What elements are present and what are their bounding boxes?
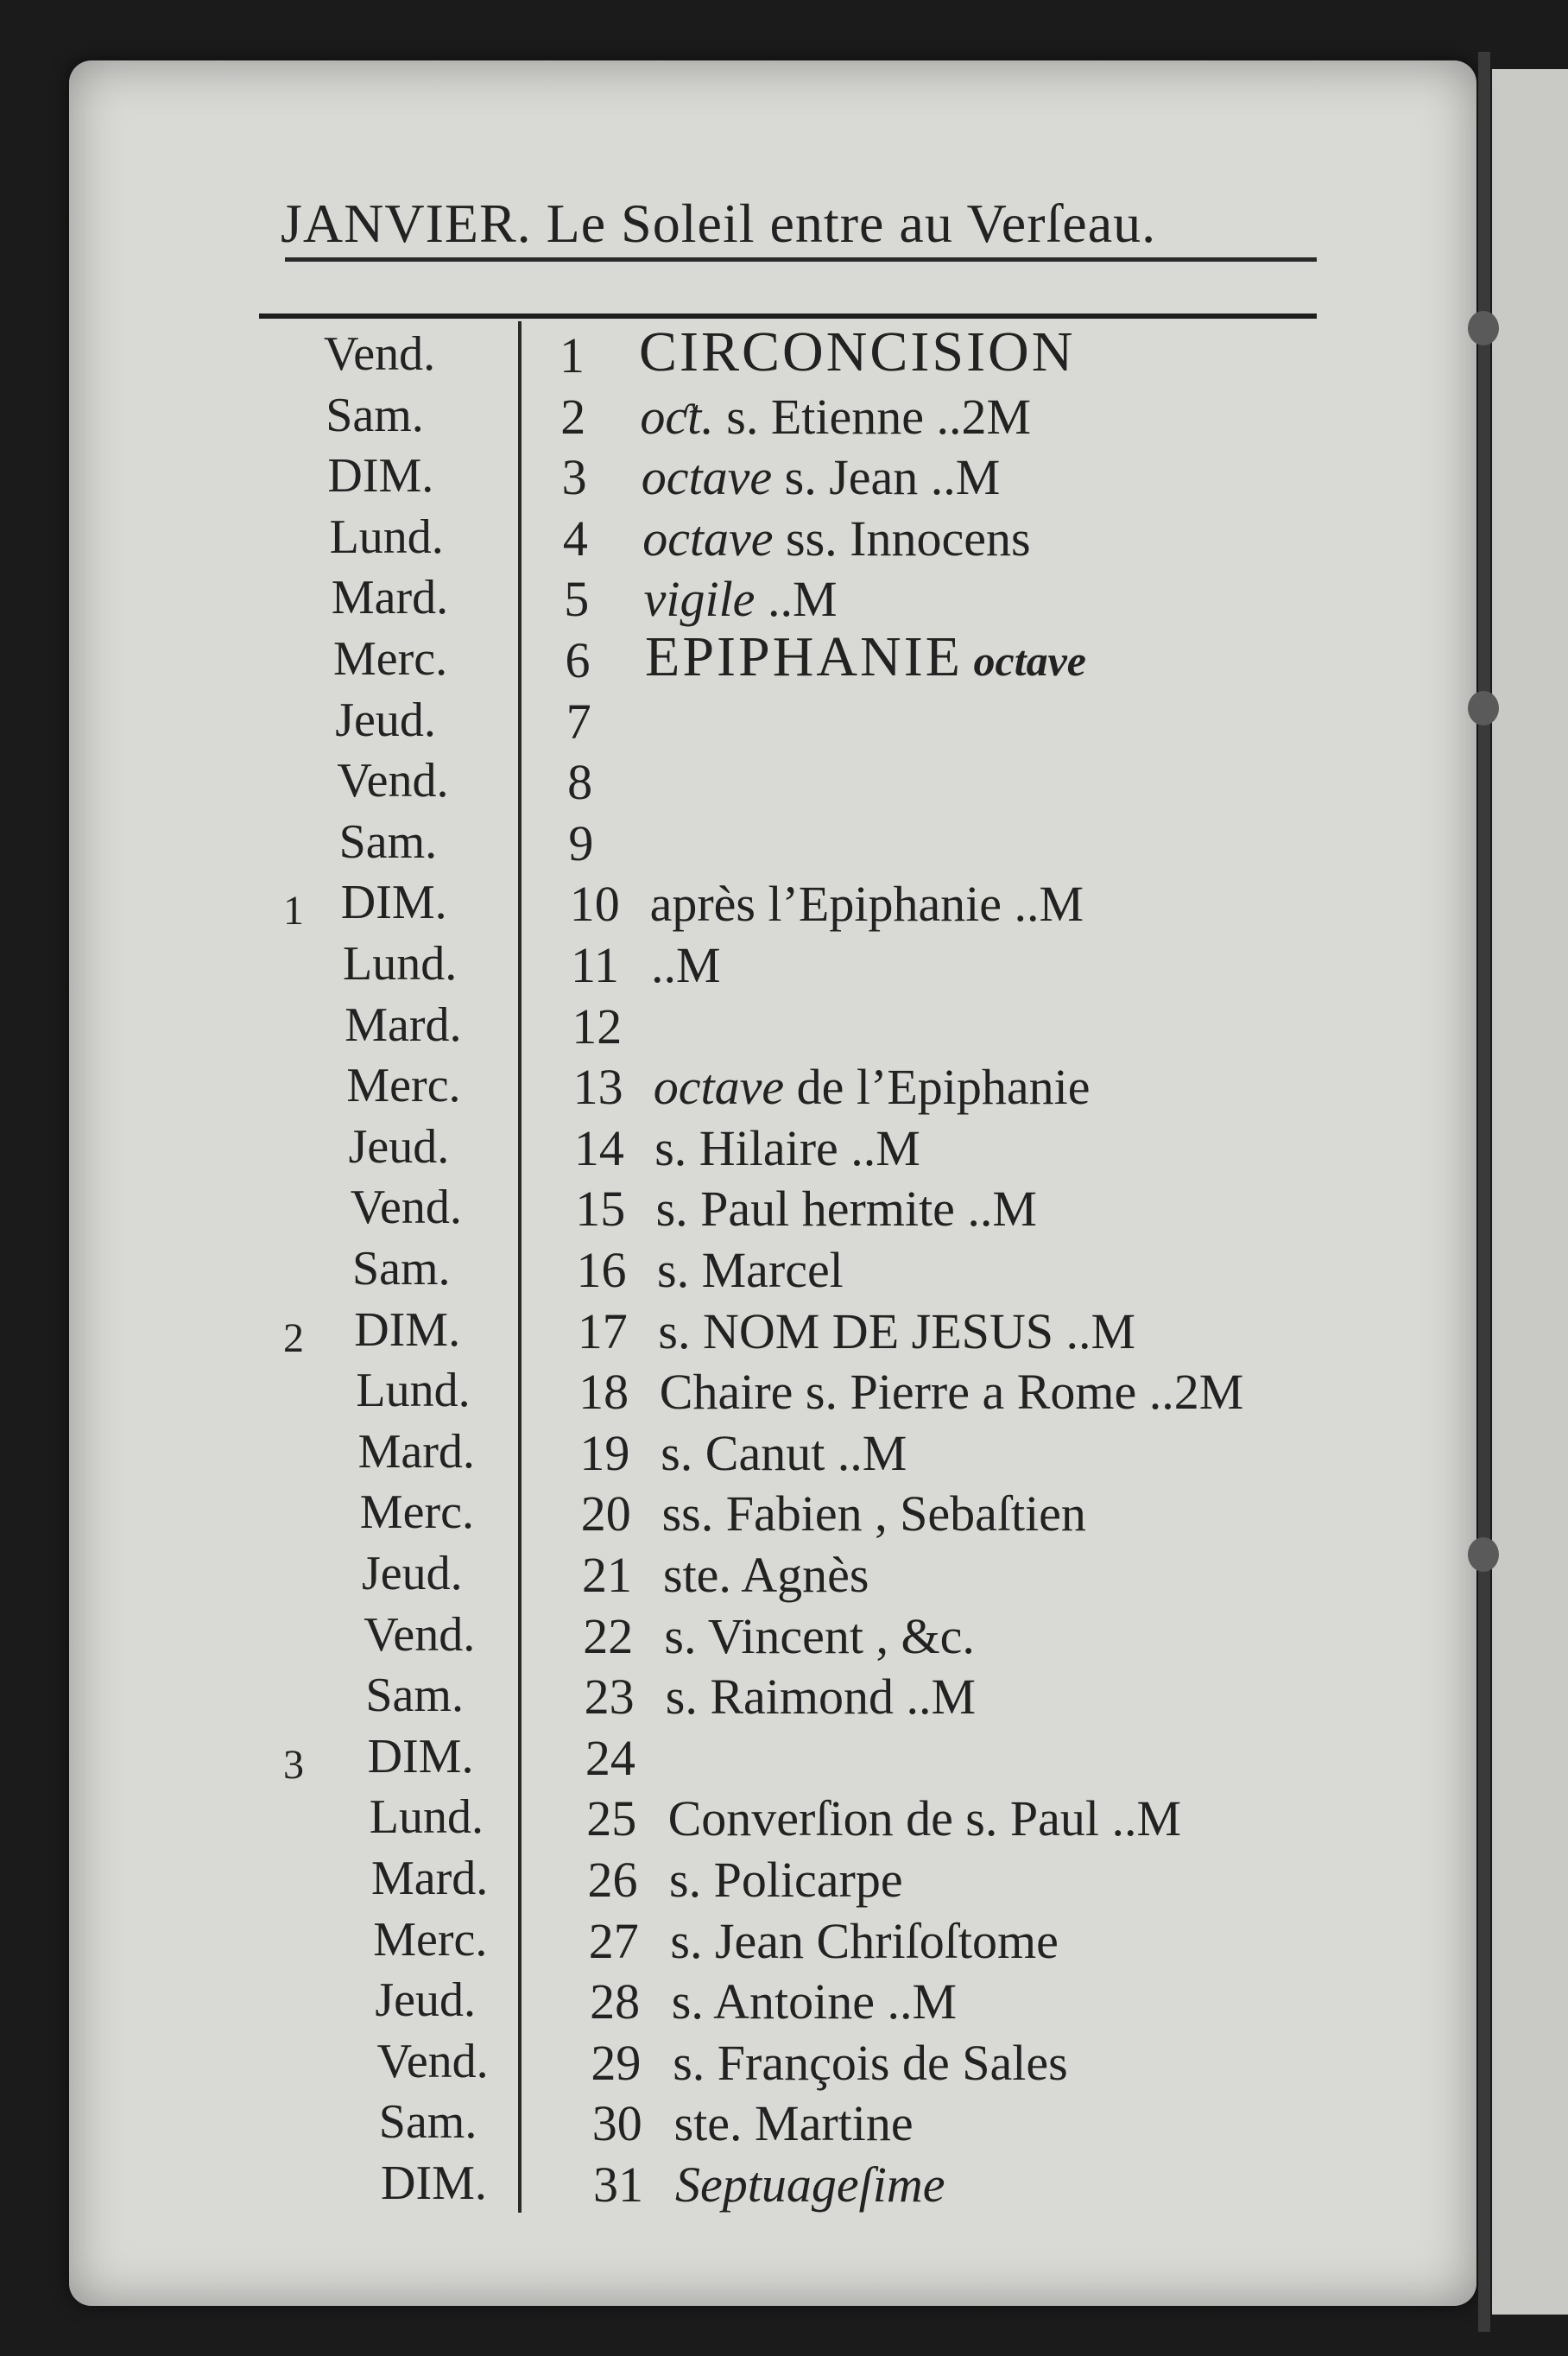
day-number: 24	[585, 1729, 635, 1786]
weekday-label: Vend.	[337, 754, 449, 808]
feast-entry	[675, 2156, 945, 2214]
feast-name: ss. Fabien , Sebaſtien	[661, 1485, 1086, 1542]
feast-name: s. Jean ..M	[772, 449, 1001, 506]
header-separator: .	[516, 193, 532, 254]
feast-name: EPIPHANIE	[645, 625, 963, 688]
day-number: 28	[590, 1973, 641, 2030]
day-number: 8	[567, 754, 593, 811]
feast-name: s. Policarpe	[669, 1852, 903, 1908]
feast-entry	[663, 1546, 869, 1604]
weekday-label: Vend.	[324, 327, 436, 381]
day-number: 13	[572, 1059, 623, 1116]
feast-entry	[674, 2094, 914, 2152]
feast-name: s. Raimond ..M	[665, 1669, 977, 1726]
week-number: 1	[283, 888, 304, 934]
book-spine	[1478, 52, 1490, 2332]
weekday-label: Vend.	[376, 2034, 489, 2088]
feast-name: s. Paul hermite ..M	[655, 1181, 1037, 1238]
day-number: 14	[573, 1119, 624, 1176]
calendar-row	[0, 1973, 1468, 2033]
feast-name: s. Marcel	[657, 1242, 844, 1298]
weekday-label: Sam.	[352, 1242, 451, 1295]
feast-name: ..M	[755, 571, 838, 628]
feast-entry	[669, 1851, 903, 1909]
feast-entry	[650, 875, 1084, 933]
day-number: 26	[587, 1852, 638, 1908]
calendar-row	[0, 1241, 1468, 1302]
feast-entry	[640, 388, 1031, 446]
calendar-row	[0, 510, 1468, 570]
weekday-label: Jeud.	[375, 1973, 477, 2028]
week-number: 2	[283, 1314, 304, 1361]
feast-name: s. François de Sales	[673, 2034, 1068, 2091]
day-number: 2	[560, 388, 586, 445]
calendar-row	[0, 1058, 1468, 1118]
feast-entry	[660, 1363, 1244, 1421]
day-number: 27	[588, 1912, 639, 1969]
calendar-row	[0, 1729, 1468, 1789]
feast-entry	[661, 1424, 907, 1482]
calendar-row	[0, 936, 1468, 997]
weekday-label: DIM.	[354, 1302, 461, 1357]
feast-name: CIRCONCISION	[639, 320, 1076, 383]
day-number: 10	[569, 876, 620, 933]
feast-name: après l’Epiphanie ..M	[649, 876, 1084, 933]
calendar-row	[0, 570, 1468, 630]
weekday-label: Merc.	[346, 1059, 461, 1113]
facing-page-edge	[1492, 69, 1568, 2315]
calendar-row	[0, 1851, 1468, 1911]
feast-name: s. Hilaire ..M	[654, 1119, 920, 1176]
calendar-row	[0, 1607, 1468, 1668]
weekday-label: Lund.	[356, 1364, 471, 1418]
feast-name: de l’Epiphanie	[784, 1059, 1091, 1116]
feast-entry	[657, 1241, 844, 1299]
feast-name: s. Etienne ..2M	[713, 388, 1032, 445]
calendar-row	[0, 1119, 1468, 1180]
calendar-row	[0, 875, 1468, 935]
day-number: 29	[591, 2034, 642, 2091]
day-number: 7	[566, 693, 591, 750]
feast-entry	[645, 624, 1086, 690]
day-number: 25	[586, 1790, 637, 1847]
feast-entry	[656, 1180, 1037, 1238]
day-number: 3	[561, 449, 587, 506]
calendar-row	[0, 693, 1468, 753]
feast-prefix: oƈt.	[640, 388, 714, 445]
feast-name: ..M	[651, 937, 721, 993]
day-number: 22	[583, 1607, 634, 1664]
feast-entry	[642, 510, 1030, 567]
feast-name: s. Jean Chriſoſtome	[670, 1912, 1059, 1969]
calendar-row	[0, 1485, 1468, 1545]
feast-prefix: octave	[642, 510, 774, 567]
day-number: 1	[560, 327, 585, 383]
day-number: 11	[571, 937, 619, 993]
feast-name: Septuageſime	[675, 2156, 945, 2213]
feast-name: s. NOM DE JESUS ..M	[658, 1302, 1136, 1359]
calendar-row	[0, 1912, 1468, 1973]
feast-prefix: vigile	[643, 571, 756, 628]
day-number: 6	[565, 632, 591, 688]
feast-entry	[658, 1302, 1135, 1360]
calendar-row	[0, 998, 1468, 1058]
calendar-row	[0, 1668, 1468, 1728]
weekday-label: Lund.	[329, 510, 444, 564]
calendar-row	[0, 1302, 1468, 1363]
calendar-row	[0, 388, 1468, 448]
binding-stitch	[1468, 691, 1499, 725]
day-number: 20	[580, 1485, 631, 1542]
feast-name: Chaire s. Pierre a Rome ..2M	[659, 1364, 1244, 1421]
day-number: 16	[576, 1242, 627, 1298]
feast-name: Converſion de s. Paul ..M	[667, 1790, 1182, 1847]
feast-entry	[644, 570, 838, 628]
feast-entry	[654, 1119, 920, 1177]
feast-entry	[664, 1607, 975, 1665]
weekday-label: Mard.	[371, 1852, 489, 1905]
calendar-row	[0, 320, 1468, 387]
binding-stitch	[1468, 1537, 1499, 1572]
weekday-label: DIM.	[340, 876, 447, 930]
weekday-label: Jeud.	[335, 693, 436, 747]
feast-entry	[639, 320, 1075, 385]
calendar-row	[0, 753, 1468, 814]
day-number: 12	[572, 998, 623, 1054]
feast-name: ste. Agnès	[663, 1547, 869, 1603]
feast-entry	[642, 448, 1001, 506]
calendar-row	[0, 1424, 1468, 1485]
day-number: 5	[564, 571, 590, 628]
feast-prefix: octave	[641, 449, 773, 506]
feast-entry	[673, 2034, 1068, 2092]
calendar-row	[0, 1546, 1468, 1606]
day-number: 9	[568, 814, 594, 871]
weekday-label: Sam.	[365, 1669, 464, 1723]
day-number: 31	[593, 2156, 643, 2213]
week-number: 3	[283, 1741, 304, 1788]
weekday-label: Lund.	[369, 1790, 484, 1845]
weekday-label: Merc.	[359, 1485, 474, 1540]
day-number: 18	[579, 1364, 629, 1421]
calendar-row	[0, 2156, 1468, 2216]
feast-entry	[654, 1058, 1091, 1116]
calendar-row	[0, 448, 1468, 509]
weekday-label: Mard.	[331, 571, 449, 625]
weekday-label: Merc.	[333, 632, 448, 686]
feast-prefix: octave	[653, 1059, 785, 1116]
weekday-label: Jeud.	[362, 1547, 463, 1600]
calendar-row	[0, 1363, 1468, 1423]
weekday-label: DIM.	[327, 449, 434, 504]
feast-name: ss. Innocens	[773, 510, 1031, 567]
weekday-label: Sam.	[378, 2095, 477, 2150]
weekday-label: Mard.	[345, 998, 462, 1052]
month-title: JANVIER	[281, 193, 517, 254]
feast-entry	[668, 1789, 1181, 1847]
feast-name: s. Antoine ..M	[671, 1973, 958, 2030]
calendar-row	[0, 1180, 1468, 1240]
day-number: 30	[591, 2095, 642, 2152]
day-number: 23	[584, 1669, 635, 1726]
day-number: 21	[582, 1547, 632, 1603]
calendar-row	[0, 1789, 1468, 1850]
feast-name: s. Vincent , &c.	[664, 1607, 975, 1664]
weekday-label: Jeud.	[348, 1119, 450, 1174]
weekday-label: Merc.	[373, 1912, 488, 1966]
calendar-row	[0, 625, 1468, 692]
feast-suffix: octave	[963, 636, 1086, 685]
calendar-row	[0, 2034, 1468, 2094]
feast-entry	[666, 1668, 976, 1726]
weekday-label: DIM.	[381, 2156, 487, 2210]
feast-entry	[670, 1912, 1058, 1970]
feast-name: ste. Martine	[673, 2095, 914, 2152]
day-number: 15	[575, 1181, 626, 1238]
page-header	[281, 192, 1156, 256]
calendar-row	[0, 2094, 1468, 2155]
day-number: 17	[577, 1302, 628, 1359]
weekday-label: Vend.	[350, 1181, 462, 1235]
weekday-label: Vend.	[364, 1607, 476, 1662]
weekday-label: Sam.	[338, 814, 438, 869]
binding-stitch	[1468, 311, 1499, 345]
table-top-rule	[259, 314, 1317, 319]
header-subtitle: Le Soleil entre au Verſeau.	[546, 193, 1157, 254]
weekday-label: Mard.	[357, 1424, 475, 1479]
weekday-label: DIM.	[367, 1729, 474, 1783]
feast-entry	[662, 1485, 1086, 1542]
feast-entry	[651, 936, 721, 994]
feast-name: s. Canut ..M	[661, 1424, 907, 1481]
calendar-row	[0, 814, 1468, 875]
header-rule	[285, 257, 1317, 262]
day-number: 19	[579, 1424, 630, 1481]
weekday-label: Sam.	[326, 388, 424, 442]
feast-entry	[672, 1973, 957, 2030]
weekday-label: Lund.	[343, 937, 458, 991]
day-number: 4	[562, 510, 588, 567]
